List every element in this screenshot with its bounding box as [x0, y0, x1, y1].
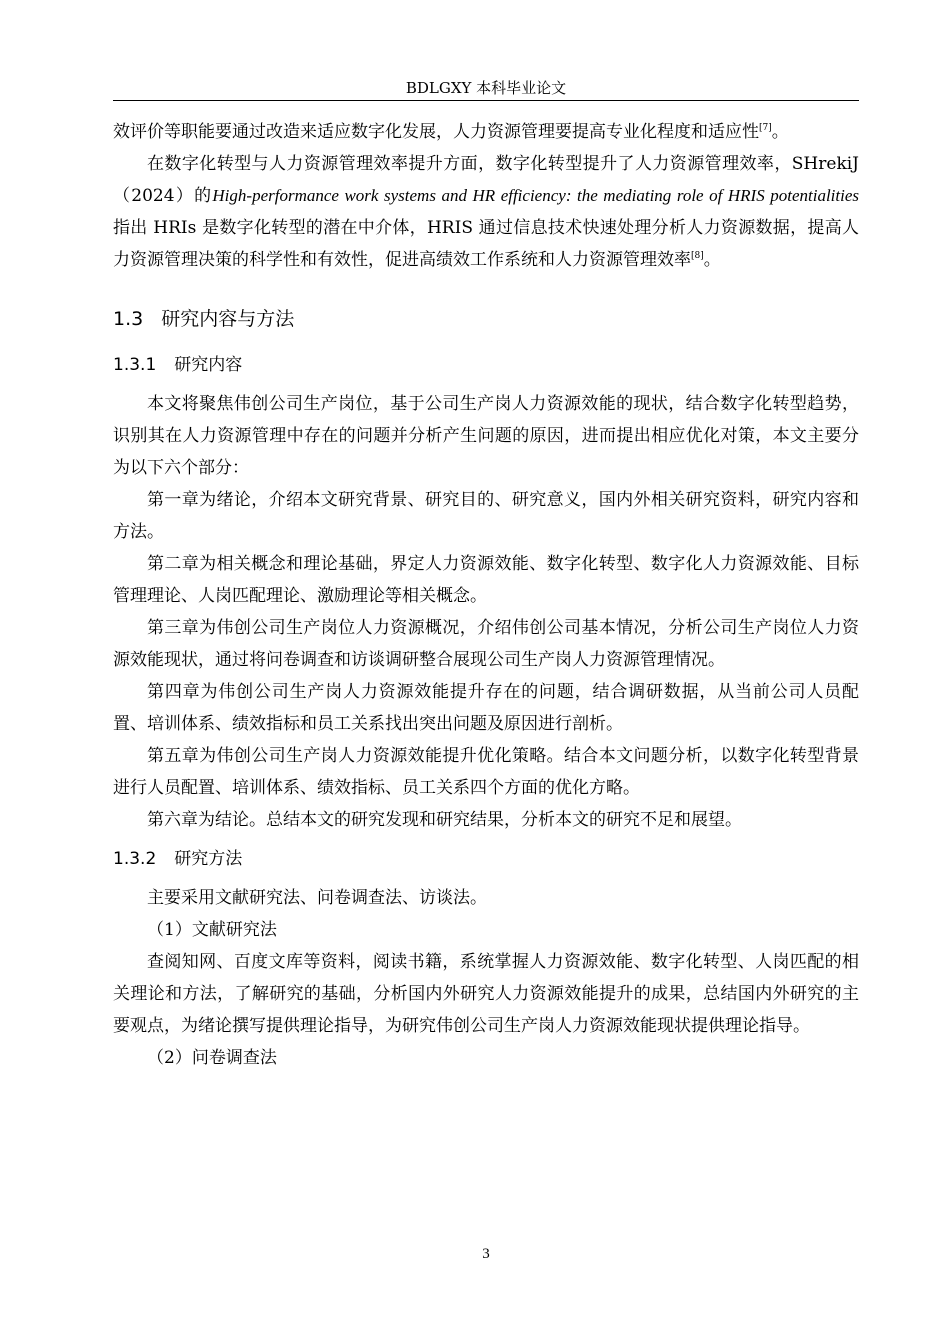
citation-8: [8]	[691, 251, 704, 261]
content-paragraph: 本文将聚焦伟创公司生产岗位，基于公司生产岗人力资源效能的现状，结合数字化转型趋势，识别其在人力资源管理中存在的问题并分析产生问题的原因，进而提出相应优化对策，本文主要分为以下六个部分：	[113, 394, 859, 478]
running-header: BDLGXY 本科毕业论文	[405, 79, 567, 97]
content-paragraph: 第五章为伟创公司生产岗人力资源效能提升优化策略。结合本文问题分析，以数字化转型背景进行人员配置、培训体系、绩效指标、员工关系四个方面的优化方略。	[113, 746, 859, 798]
citation-7: [7]	[759, 123, 772, 133]
method-item-heading: （2）问卷调查法	[147, 1048, 277, 1068]
section-heading-1-3: 1.3 研究内容与方法	[113, 308, 295, 330]
cited-paper-title: High-performance work systems and HR efficiency: the mediating role of HRIS potentialities	[212, 186, 859, 205]
content-paragraph: 第二章为相关概念和理论基础，界定人力资源效能、数字化转型、数字化人力资源效能、目标管理理论、人岗匹配理论、激励理论等相关概念。	[113, 554, 859, 606]
content-paragraph: 第一章为绪论，介绍本文研究背景、研究目的、研究意义，国内外相关研究资料，研究内容和方法。	[113, 490, 859, 542]
method-paragraph: 查阅知网、百度文库等资料，阅读书籍，系统掌握人力资源效能、数字化转型、人岗匹配的相关理论和方法，了解研究的基础，分析国内外研究人力资源效能提升的成果，总结国内外研究的主要观点，为绪论撰写提供理论指导，为研究伟创公司生产岗人力资源效能现状提供理论指导。	[113, 952, 859, 1036]
method-item-heading: （1）文献研究法	[147, 920, 277, 940]
content-paragraph: 第六章为结论。总结本文的研究发现和研究结果，分析本文的研究不足和展望。	[147, 810, 742, 830]
subsection-heading-1-3-1: 1.3.1 研究内容	[113, 355, 243, 375]
page-number: 3	[482, 1246, 490, 1262]
page-body	[113, 116, 859, 1074]
subsection-heading-1-3-2: 1.3.2 研究方法	[113, 849, 243, 869]
paragraph-continuation: 效评价等职能要通过改造来适应数字化发展，人力资源管理要提高专业化程度和适应性[7]。	[113, 122, 789, 142]
content-paragraph: 第三章为伟创公司生产岗位人力资源概况，介绍伟创公司基本情况，分析公司生产岗位人力资源效能现状，通过将问卷调查和访谈调研整合展现公司生产岗人力资源管理情况。	[113, 618, 859, 670]
content-paragraph: 第四章为伟创公司生产岗人力资源效能提升存在的问题，结合调研数据，从当前公司人员配置、培训体系、绩效指标和员工关系找出突出问题及原因进行剖析。	[113, 682, 859, 734]
method-paragraph: 主要采用文献研究法、问卷调查法、访谈法。	[147, 888, 487, 908]
paragraph-hris: 在数字化转型与人力资源管理效率提升方面，数字化转型提升了人力资源管理效率，SHrekiJ（2024）的High-performance work systems and HR efficiency: the mediating role of HRIS potentialities 指出 HRIs 是数字化转型的潜在中介体，HRIS 通过信息技术快速处理分析人力资源数据，提高人力资源管理决策的科学性和有效性，促进高绩效工作系统和人力资源管理效率[8]。	[113, 154, 859, 270]
header-rule	[113, 100, 859, 101]
